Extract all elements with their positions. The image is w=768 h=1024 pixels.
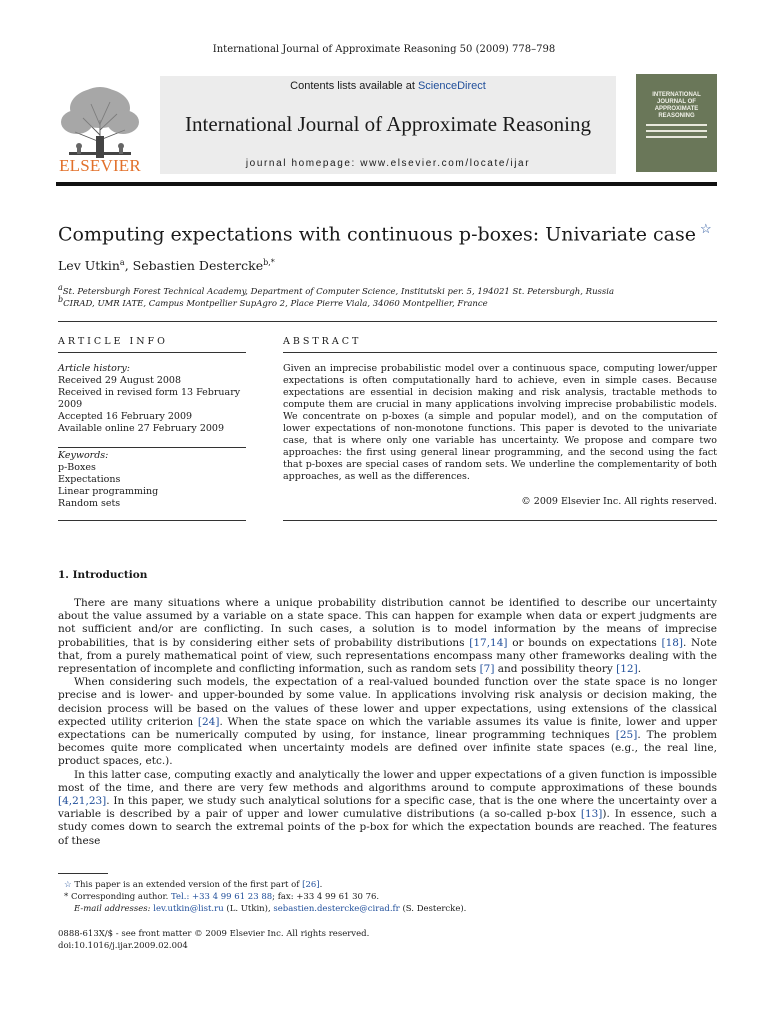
author-name: Sebastien Destercke xyxy=(132,258,264,274)
section-rule xyxy=(283,352,717,353)
section-rule xyxy=(283,520,717,521)
keyword: p-Boxes xyxy=(58,462,96,473)
header-rule xyxy=(56,182,717,186)
author-list: Lev Utkin$^a$, Sebastien Destercke$^{b,*}$ xyxy=(58,258,275,274)
abstract-label: ABSTRACT xyxy=(283,336,362,347)
homepage-prefix: journal homepage: xyxy=(245,158,361,169)
footnote: ☆ This paper is an extended version of the first part of [26]. xyxy=(64,880,323,890)
citation-link[interactable]: [17,14] xyxy=(469,636,508,649)
abstract-text: Given an imprecise probabilistic model over a continuous space, computing lower/upper expectations is often computationally hard to achieve, even in simple cases. Because expectations are essential in decision making and risk analysis, tractable methods to compute them are crucial in many applications involving imprecise probabilistic models. We concentrate on p-boxes (a simple and popular model), and on the computation of lower expectations of non-monotone functions. This paper is devoted to the univariate case, that is where only one variable has uncertainty. We propose and compare two approaches: the first using general linear programming, and the second using the fact that p-boxes are special cases of random sets. We underline the complementarity of both approaches, as well as the differences. xyxy=(283,363,717,482)
footnote-rule xyxy=(58,873,108,874)
keyword: Linear programming xyxy=(58,486,159,497)
sciencedirect-link[interactable]: ScienceDirect xyxy=(417,80,486,92)
article-history xyxy=(58,363,258,435)
affiliation-text: CIRAD, UMR IATE, Campus Montpellier SupAgro 2, Place Pierre Viala, 34060 Montpellier, France xyxy=(63,298,488,309)
section-rule xyxy=(58,520,246,521)
history-item: Accepted 16 February 2009 xyxy=(58,411,193,422)
citation-link[interactable]: [7] xyxy=(479,663,495,676)
cover-stripe xyxy=(646,124,707,126)
section-rule xyxy=(58,447,246,448)
tel-link[interactable]: Tel.: +33 4 99 61 23 88 xyxy=(171,892,273,902)
citation-link[interactable]: [13] xyxy=(580,808,603,821)
footnote-mark: * xyxy=(64,892,69,902)
affiliation-text: St. Petersburgh Forest Technical Academy, Department of Computer Science, Institutski per. 5, 194021 St. Petersburgh, Russia xyxy=(62,286,615,297)
contents-prefix: Contents lists available at xyxy=(290,80,418,92)
history-heading: Article history: xyxy=(58,363,130,374)
email-link[interactable]: sebastien.destercke@cirad.fr xyxy=(273,904,400,914)
author-affiliation-mark: a xyxy=(119,258,125,267)
affiliation-mark: a xyxy=(58,283,63,292)
history-item: Received 29 August 2008 xyxy=(58,375,182,386)
cover-stripe xyxy=(646,130,707,132)
section-rule xyxy=(58,352,246,353)
email-link[interactable]: lev.utkin@list.ru xyxy=(153,904,224,914)
author-name: Lev Utkin xyxy=(58,258,120,274)
article-title xyxy=(58,222,718,245)
affiliation xyxy=(58,295,488,309)
cover-stripe xyxy=(646,136,707,138)
footnote-mark: ☆ xyxy=(64,880,72,890)
citation-link[interactable]: [24] xyxy=(197,715,220,728)
title-footnote-mark[interactable]: ☆ xyxy=(700,222,712,237)
body-text xyxy=(58,597,717,848)
doi-line[interactable]: doi:10.1016/j.ijar.2009.02.004 xyxy=(58,941,188,951)
section-heading: 1. Introduction xyxy=(58,569,148,581)
citation-link[interactable]: [12] xyxy=(616,663,638,676)
cover-title: INTERNATIONAL JOURNAL OF APPROXIMATE REASONING xyxy=(652,92,701,119)
citation-link[interactable]: [18] xyxy=(661,636,684,649)
article-info-label: ARTICLE INFO xyxy=(58,336,168,347)
publisher-name: ELSEVIER xyxy=(59,156,141,175)
contents-line xyxy=(160,80,616,92)
footnote: * Corresponding author. Tel.: +33 4 99 61 23 88; fax: +33 4 99 61 30 76. xyxy=(64,892,380,902)
running-head: International Journal of Approximate Reasoning 50 (2009) 778–798 xyxy=(212,44,556,55)
citation-link[interactable]: [25] xyxy=(615,729,638,742)
paragraph: In this latter case, computing exactly and analytically the lower and upper expectations of a given function is impossible most of the time, and there are very few methods and algorithms around to compute approximations of these bounds [4,21,23]. In this paper, we study such analytical solutions for a specific case, that is the one where the uncertainty over a variable is described by a pair of upper and lower cumulative distributions (a so-called p-box [13]). In essence, such a study comes down to search the extremal points of the p-box for which the expectation bounds are reached. The features of these xyxy=(58,768,717,847)
footnote-emails: E-mail addresses: lev.utkin@list.ru (L. Utkin), sebastien.destercke@cirad.fr (S. Destercke). xyxy=(74,904,467,914)
paragraph: When considering such models, the expectation of a real-valued bounded function over the state space is no longer precise and is lower- and upper-bounded by some value. In applications involving risk analysis or decision making, the decision process will be based on the values of these lower and upper expectations, using extensions of the classical expected utility criterion [24]. When the state space on which the variable assumes its value is finite, lower and upper expectations can be numerically computed by using, for instance, linear programming techniques [25]. The problem becomes quite more complicated when uncertainty models are defined over infinite state spaces (e.g., the real line, product spaces, etc.). xyxy=(58,676,717,768)
history-item: Available online 27 February 2009 xyxy=(58,423,224,434)
citation-link[interactable]: [4,21,23] xyxy=(58,795,107,808)
citation-link[interactable]: [26] xyxy=(302,880,320,890)
keywords-heading: Keywords: xyxy=(58,450,109,461)
journal-homepage xyxy=(160,158,616,169)
keywords xyxy=(58,450,258,510)
publication-info xyxy=(58,928,369,952)
article-title-text: Computing expectations with continuous p-boxes: Univariate case xyxy=(58,223,697,246)
homepage-url[interactable]: www.elsevier.com/locate/ijar xyxy=(360,158,531,169)
keyword: Random sets xyxy=(58,498,121,509)
affiliation-rule xyxy=(58,321,717,322)
abstract-copyright: © 2009 Elsevier Inc. All rights reserved. xyxy=(521,496,717,507)
issn-line: 0888-613X/$ - see front matter © 2009 Elsevier Inc. All rights reserved. xyxy=(58,929,370,939)
footnotes xyxy=(58,879,717,915)
affiliation-mark: b xyxy=(58,295,64,304)
author-affiliation-mark: b,* xyxy=(263,258,275,267)
journal-title: International Journal of Approximate Reasoning xyxy=(185,112,591,136)
journal-cover-thumbnail xyxy=(636,74,717,172)
history-item: Received in revised form 13 February 2009 xyxy=(58,387,241,410)
paragraph: There are many situations where a unique probability distribution cannot be identified to describe our uncertainty about the value assumed by a variable on a state space. This can happen for example when data or expert judgments are not sufficient and/or are conflicting. In such cases, a solution is to model information by the means of imprecise probabilities, that is by considering either sets of probability distributions [17,14] or bounds on expectations [18]. Note that, from a purely mathematical point of view, such representations encompass many other frameworks dealing with the representation of incomplete and conflicting information, such as random sets [7] and possibility theory [12]. xyxy=(58,597,717,676)
keyword: Expectations xyxy=(58,474,121,485)
